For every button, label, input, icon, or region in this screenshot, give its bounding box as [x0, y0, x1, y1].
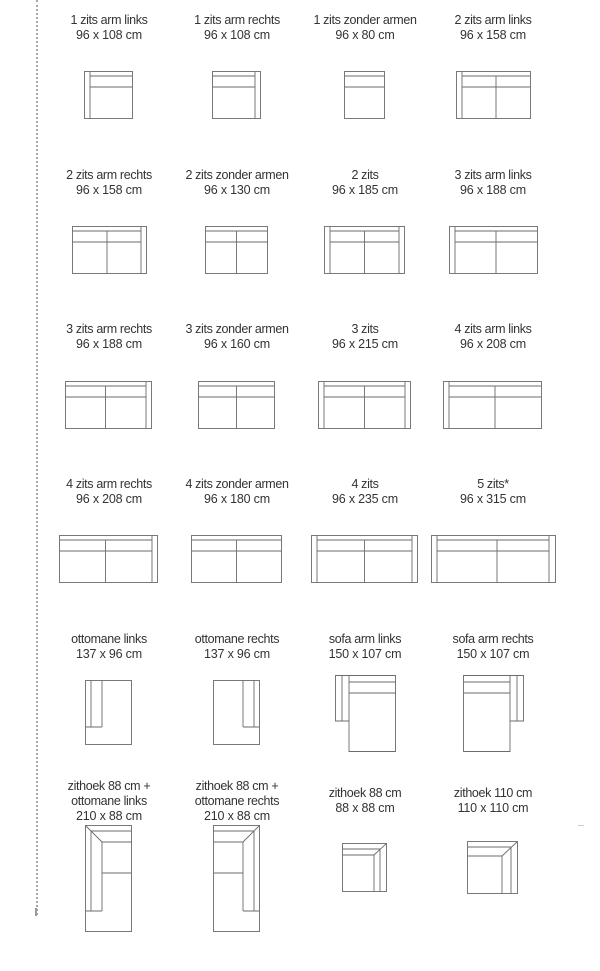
item-name: 2 zits arm links — [454, 13, 532, 27]
item-dimensions: 150 x 107 cm — [456, 647, 530, 661]
item-dimensions: 110 x 110 cm — [457, 801, 529, 815]
dotted-margin-rule — [36, 0, 38, 915]
item-name: 4 zits — [351, 477, 379, 491]
item-2-zits-arm-links — [430, 13, 556, 43]
item-dimensions: 150 x 107 cm — [328, 647, 402, 661]
item-dimensions: 96 x 108 cm — [204, 28, 270, 42]
item-ottomane-rechts — [174, 632, 300, 662]
item-name: zithoek 88 cm + ottomane links — [67, 779, 151, 808]
item-name: 5 zits* — [477, 477, 509, 491]
item-dimensions: 96 x 130 cm — [204, 183, 270, 197]
item-name: 3 zits — [351, 322, 379, 336]
item-zithoek-88-ottomane-links — [46, 779, 172, 824]
sofa-3-seat-icon — [318, 381, 412, 431]
item-dimensions: 96 x 158 cm — [76, 183, 142, 197]
item-4-zits — [302, 477, 428, 507]
sofa-1-seat-arm-left-icon — [84, 71, 134, 121]
item-1-zits-zonder-armen — [302, 13, 428, 43]
ottoman-left-icon — [85, 680, 133, 746]
item-name: 3 zits zonder armen — [185, 322, 289, 336]
item-4-zits-arm-links — [430, 322, 556, 352]
sofa-2-seat-icon — [324, 226, 406, 276]
corner-88-icon — [342, 843, 388, 893]
item-dimensions: 137 x 96 cm — [204, 647, 270, 661]
sofa-3-seat-arm-left-icon — [449, 226, 539, 276]
item-name: zithoek 110 cm — [453, 786, 533, 800]
sofa-2-seat-arm-left-icon — [456, 71, 532, 121]
item-3-zits-zonder-armen — [174, 322, 300, 352]
item-5-zits — [430, 477, 556, 507]
sofa-4-seat-arm-left-icon — [443, 381, 543, 431]
item-name: 4 zits arm links — [454, 322, 532, 336]
corner-ottoman-left-icon — [85, 825, 133, 933]
margin-rule-end — [35, 908, 37, 916]
item-dimensions: 96 x 160 cm — [204, 337, 270, 351]
item-dimensions: 96 x 188 cm — [460, 183, 526, 197]
item-name: 2 zits — [351, 168, 379, 182]
item-name: sofa arm rechts — [452, 632, 534, 646]
item-name: 1 zits arm rechts — [194, 13, 280, 27]
item-name: 2 zits arm rechts — [66, 168, 152, 182]
item-dimensions: 96 x 315 cm — [460, 492, 526, 506]
item-3-zits — [302, 322, 428, 352]
item-dimensions: 96 x 185 cm — [332, 183, 398, 197]
item-dimensions: 96 x 188 cm — [76, 337, 142, 351]
sofa-4-seat-no-arms-icon — [191, 535, 283, 585]
sofa-arm-left-icon — [335, 675, 397, 753]
corner-110-icon — [467, 841, 519, 895]
item-name: 1 zits zonder armen — [313, 13, 417, 27]
item-dimensions: 96 x 235 cm — [332, 492, 398, 506]
sofa-2-seat-arm-right-icon — [72, 226, 148, 276]
item-dimensions: 96 x 180 cm — [204, 492, 270, 506]
item-name: 1 zits arm links — [70, 13, 148, 27]
item-2-zits — [302, 168, 428, 198]
item-zithoek-110 — [430, 786, 556, 816]
item-name: ottomane links — [71, 632, 147, 646]
item-name: 3 zits arm rechts — [66, 322, 152, 336]
sofa-3-seat-no-arms-icon — [198, 381, 276, 431]
item-dimensions: 96 x 208 cm — [460, 337, 526, 351]
item-1-zits-arm-rechts — [174, 13, 300, 43]
item-1-zits-arm-links — [46, 13, 172, 43]
page-mark — [578, 825, 584, 826]
item-2-zits-arm-rechts — [46, 168, 172, 198]
item-name: sofa arm links — [328, 632, 402, 646]
item-zithoek-88 — [302, 786, 428, 816]
item-name: 3 zits arm links — [454, 168, 532, 182]
item-dimensions: 88 x 88 cm — [335, 801, 395, 815]
item-3-zits-arm-links — [430, 168, 556, 198]
item-name: zithoek 88 cm — [328, 786, 402, 800]
corner-ottoman-right-icon — [213, 825, 261, 933]
item-2-zits-zonder-armen — [174, 168, 300, 198]
item-sofa-arm-rechts — [430, 632, 556, 662]
item-sofa-arm-links — [302, 632, 428, 662]
item-dimensions: 137 x 96 cm — [76, 647, 142, 661]
item-name: 2 zits zonder armen — [185, 168, 289, 182]
sofa-1-seat-no-arms-icon — [344, 71, 386, 121]
item-name: 4 zits arm rechts — [66, 477, 152, 491]
item-3-zits-arm-rechts — [46, 322, 172, 352]
ottoman-right-icon — [213, 680, 261, 746]
sofa-1-seat-arm-right-icon — [212, 71, 262, 121]
item-dimensions: 210 x 88 cm — [204, 809, 270, 823]
sofa-3-seat-arm-right-icon — [65, 381, 153, 431]
item-zithoek-88-ottomane-rechts — [174, 779, 300, 824]
item-dimensions: 96 x 158 cm — [460, 28, 526, 42]
sofa-4-seat-arm-right-icon — [59, 535, 159, 585]
item-name: zithoek 88 cm + ottomane rechts — [194, 779, 280, 808]
sofa-arm-right-icon — [463, 675, 525, 753]
item-name: ottomane rechts — [194, 632, 280, 646]
item-4-zits-arm-rechts — [46, 477, 172, 507]
sofa-2-seat-no-arms-icon — [205, 226, 269, 276]
sofa-4-seat-icon — [311, 535, 419, 585]
item-dimensions: 96 x 80 cm — [335, 28, 395, 42]
item-name: 4 zits zonder armen — [185, 477, 289, 491]
item-dimensions: 210 x 88 cm — [76, 809, 142, 823]
item-dimensions: 96 x 108 cm — [76, 28, 142, 42]
item-ottomane-links — [46, 632, 172, 662]
item-4-zits-zonder-armen — [174, 477, 300, 507]
sofa-5-seat-icon — [431, 535, 557, 585]
item-dimensions: 96 x 215 cm — [332, 337, 398, 351]
item-dimensions: 96 x 208 cm — [76, 492, 142, 506]
